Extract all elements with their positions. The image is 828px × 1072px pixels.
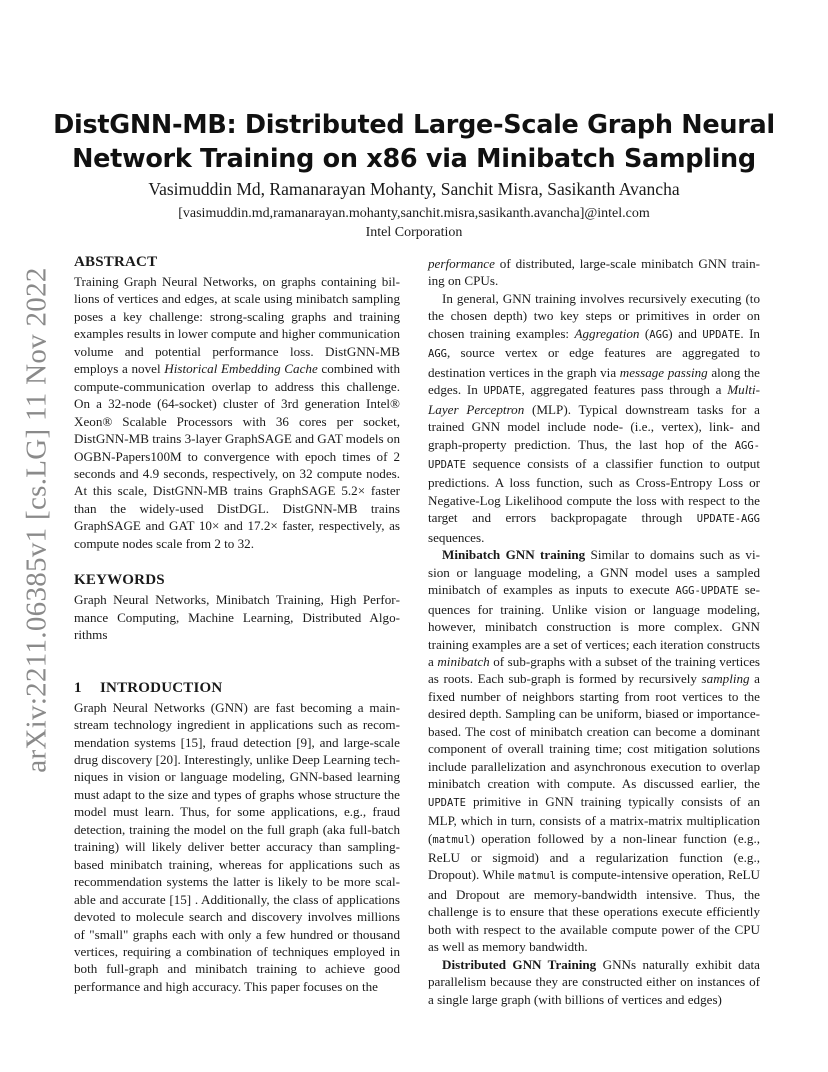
intro-paragraph-2 [428,290,760,546]
intro-text: primitive in GNN training typically consists of an MLP, which in turn, consists of a matrix-matrix multiplication ( [428,793,760,846]
intro-text: ) and [668,325,703,341]
intro-paragraph-1-continued [428,255,760,290]
intro-text: . In [740,325,760,341]
intro-text: sequence consists of a classifier function to output predictions. A loss function, such as Cross-Entropy Loss or Negative-Log Likelihood compute the loss with respect to the target and errors backpropagate through [428,455,760,526]
intro-text: of sub-graphs with a subset of the training vertices as roots. Each sub-graph is formed by recursively [428,653,760,687]
emphasis: sampling [701,671,750,687]
run-in-heading: Distributed GNN Training [442,956,597,972]
left-column [74,252,400,995]
abstract-emphasis: Historical Embedding Cache [164,361,318,377]
arxiv-stamp [14,267,60,773]
intro-paragraph-3 [428,546,760,955]
code-term: AGG [649,328,669,341]
emphasis: minibatch [437,653,490,669]
code-term: matmul [432,833,471,846]
intro-text: (MLP). Typical downstream tasks for a trained GNN model include node- (i.e., vertex), link- and graph-property prediction. Thus, the last hop of the [428,401,760,452]
affiliation: Intel Corporation [365,225,463,240]
emphasis: performance [428,256,495,271]
intro-paragraph-1 [74,699,400,996]
intro-text: sequences. [428,529,485,545]
intro-text: Graph Neural Networks (GNN) are fast becoming a mainstream technology ingredient in applications such as recommendation systems [15], fraud detection [9], and large-scale drug discovery [20]. Interestingly, unlike Deep Learning techniques in vision or language modeling, GNN-based learning must adapt to the size and types of graphs whose structure the model must learn. Thus, for some applications, e.g., fraud detection, training the model on the full graph (aka full-batch training) will likely deliver better accuracy than sampling-based minibatch training, whereas for applications such as recommendation systems the latter is likely to be more scalable and accurate [15] . Additionally, the class of applications devoted to molecule search and discovery involves millions of "small" graphs each with only a few hundred or thousand vertices, requiring a combination of techniques employed in both full-graph and minibatch training to achieve good performance and high accuracy. This paper focuses on the [74,699,400,994]
code-term: UPDATE [702,328,741,341]
author-list: Vasimuddin Md, Ramanarayan Mohanty, Sanchit Misra, Sasikanth Avancha [148,179,680,199]
keywords-text: Graph Neural Networks, Minibatch Training, High Performance Computing, Machine Learning, Distributed Algorithms [74,592,400,643]
keywords-heading: KEYWORDS [74,572,165,589]
intro-text: GNNs naturally exhibit data parallelism because they are constructed either on instances of a single large graph (with billions of vertices and edges) [428,956,760,1007]
code-term: UPDATE-AGG [696,513,760,526]
intro-text: ) operation followed by a non-linear function (e.g., ReLU or sigmoid) and a regularization function (e.g., Dropout). While [428,830,760,883]
code-term: AGG-UPDATE [675,585,739,598]
intro-text: along the edges. In [428,364,760,398]
intro-text: Similar to domains such as vision or language modeling, a GNN model uses a sampled minibatch of examples as inputs to execute [428,547,760,598]
section-number: 1 [74,679,82,696]
paper-title [40,108,788,176]
emphasis: message passing [619,364,708,380]
introduction-heading [74,678,400,698]
emphasis: Aggregation [574,325,640,341]
code-term: AGG [428,348,447,361]
abstract-text-part: combined with compute-communication overlap to address this challenge. On a 32-node (64-socket) cluster of 3rd generation Intel® Xeon® Scalable Processors with 36 cores per socket, DistGNN-MB trains 3-layer GraphSAGE and GAT models on OGBN-Papers100M to convergence with epoch times of 2 seconds and 4.9 seconds, respectively, on 32 compute nodes. At this scale, DistGNN-MB trains GraphSAGE 5.2× faster than the widely-used DistDGL. DistGNN-MB trains GraphSAGE and GAT 10× and 17.2× faster, respectively, as compute nodes scale from 2 to 32. [74,361,400,551]
intro-text: , aggregated features pass through a [521,382,728,398]
intro-text: ( [639,325,650,341]
title-line-1: DistGNN-MB: Distributed Large-Scale Graph Neural [53,110,775,140]
arxiv-identifier: arXiv:2211.06385v1 [cs.LG] 11 Nov 2022 [20,267,53,773]
emphasis: Multi-Layer Perceptron [428,382,760,417]
code-term: UPDATE [483,385,522,398]
title-line-2: Network Training on x86 via Minibatch Sampling [72,144,756,174]
abstract-text [74,273,400,552]
intro-text: sequences for training. Unlike vision or language modeling, however, minibatch construction is more complex. GNN training examples are a set of vertices; each iteration constructs a [428,582,760,669]
abstract-heading: ABSTRACT [74,254,158,270]
intro-text: is compute-intensive operation, ReLU and Dropout are memory-bandwidth intensive. Thus, the challenge is to ensure that these operations execute efficiently both with respect to the available compute power of the CPU as well as memory bandwidth. [428,867,760,955]
intro-paragraph-4 [428,956,760,1008]
code-term: matmul [517,870,556,883]
intro-text: , source vertex or edge features are aggregated to destination vertices in the graph via [428,345,760,380]
run-in-heading: Minibatch GNN training [442,547,586,563]
abstract-text-part: Training Graph Neural Networks, on graphs containing billions of vertices and edges, at scale using minibatch sampling poses a key challenge: strong-scaling graphs and training examples results in lower compute and higher communication volume and potential performance loss. DistGNN-MB employs a novel [74,274,400,377]
author-emails: [vasimuddin.md,ramanarayan.mohanty,sanchit.misra,sasikanth.avancha]@intel.com [178,206,650,221]
section-title: INTRODUCTION [100,679,223,696]
right-column [428,255,760,1008]
intro-text: In general, GNN training involves recursively executing (to the chosen depth) two key steps or primitives in order on chosen training examples: [428,290,760,341]
intro-text: of distributed, large-scale minibatch GNN training on CPUs. [428,256,760,289]
code-term: AGG-UPDATE [428,439,760,471]
code-term: UPDATE [428,796,466,809]
intro-text: a fixed number of neighbors starting from root vertices to the desired depth. Sampling can be uniform, biased or importance-based. The cost of minibatch creation can become a dominant component of overall training time; cost mitigation solutions include parallelization and asynchronous execution to overlap minibatch creation with compute. As discussed earlier, the [428,671,760,792]
